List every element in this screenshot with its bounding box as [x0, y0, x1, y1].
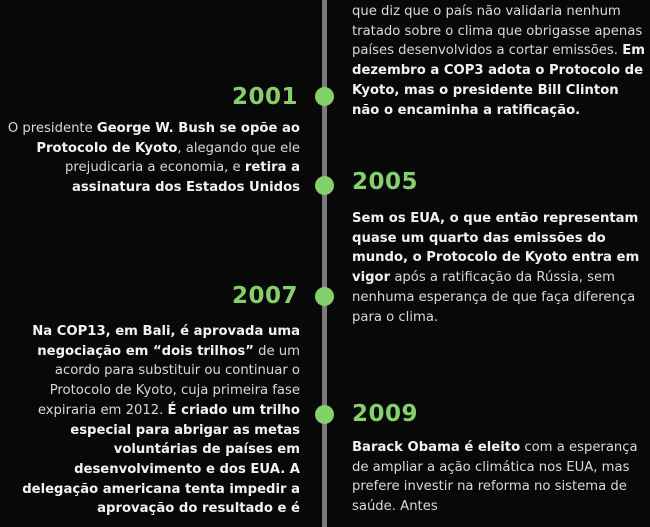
entry-1997-text — [352, 2, 650, 120]
entry-2007-text — [0, 322, 300, 519]
text-segment-bold: Barack Obama é eleito — [352, 440, 521, 455]
text-segment-bold: Na COP13, em Bali, é aprovada uma negociação em “dois trilhos” — [32, 324, 300, 359]
text-segment-bold: Sem os EUA, o que então representam quase um quarto das emissões do mundo, o Protocolo de Kyoto entra em vigor — [352, 211, 640, 286]
text-segment: , alegando que ele prejudicaria a economia, e — [65, 140, 300, 176]
text-segment-bold: É criado um trilho especial para abrigar as metas voluntárias de países em desenvolvimento e dos EUA. A delegação americana tenta impedir a aprovação do resultado e é — [22, 402, 300, 517]
entry-2001-text — [0, 119, 300, 198]
text-segment: que diz que o país não validaria nenhum tratado sobre o clima que obrigasse apenas países desenvolvidos a cortar emissões. — [352, 4, 643, 59]
text-segment-bold: Em dezembro a COP3 adota o Protocolo de Kyoto, mas o presidente Bill Clinton não o encaminha a ratificação. — [352, 43, 645, 118]
year-label-2007: 2007 — [231, 283, 298, 309]
timeline-dot — [315, 176, 334, 195]
entry-2009-text — [352, 438, 650, 517]
timeline-dot — [315, 287, 334, 306]
timeline-line — [322, 0, 327, 527]
timeline-dot — [315, 87, 334, 106]
text-segment: após a ratificação da Rússia, sem nenhuma esperança de que faça diferença para o clima. — [352, 270, 636, 325]
year-label-2009: 2009 — [352, 401, 419, 427]
year-label-2001: 2001 — [231, 84, 298, 110]
timeline-dot — [315, 405, 334, 424]
text-segment-bold: retira a assinatura dos Estados Unidos — [72, 160, 300, 196]
year-label-2005: 2005 — [352, 169, 419, 195]
text-segment: O presidente — [7, 121, 97, 136]
entry-2005-text — [352, 209, 650, 327]
text-segment: com a esperança de ampliar a ação climática nos EUA, mas prefere investir na reforma no sistema de saúde. Antes — [352, 440, 638, 515]
text-segment: de um acordo para substituir ou continuar o Protocolo de Kyoto, cuja primeira fase expiraria em 2012. — [37, 343, 300, 418]
text-segment-bold: George W. Bush se opõe ao Protocolo de Kyoto — [36, 121, 300, 156]
